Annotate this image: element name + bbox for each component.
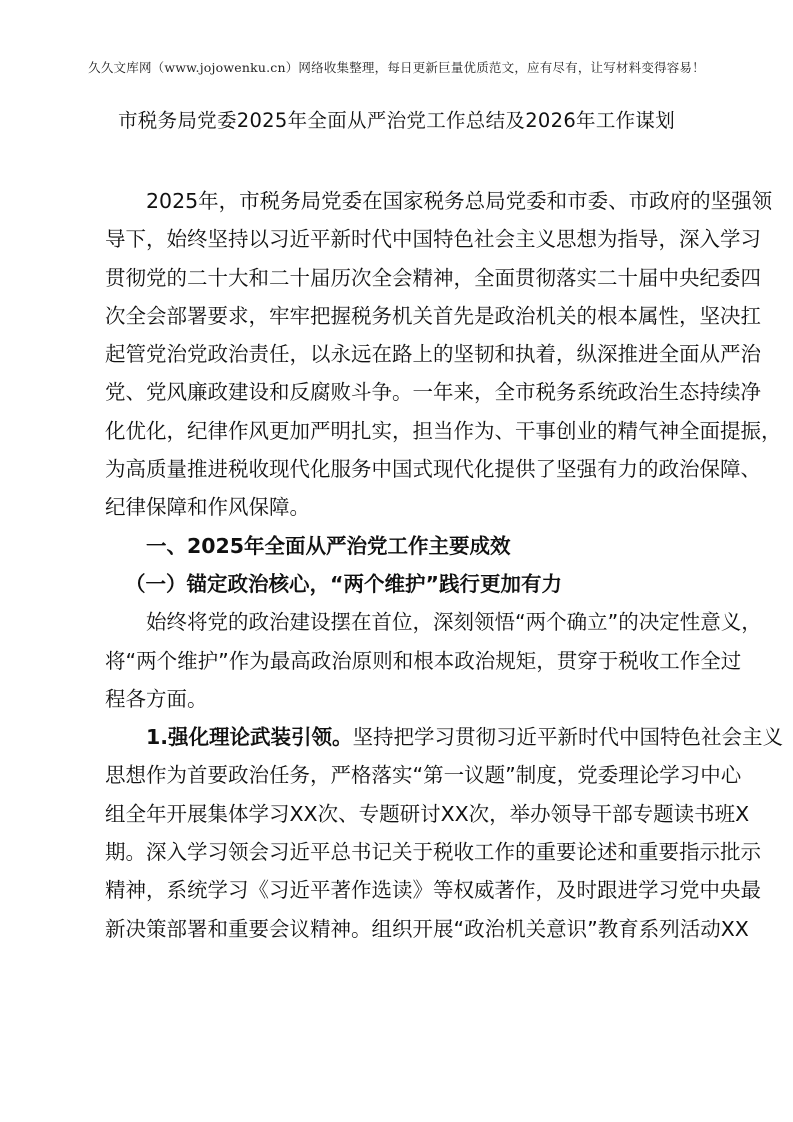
text-line: 党、党风廉政建设和反腐败斗争。一年来，全市税务系统政治生态持续净: [105, 380, 761, 405]
text-line: 2025年，市税务局党委在国家税务总局党委和市委、市政府的坚强领: [146, 189, 773, 213]
item-1-lead: 1.强化理论武装引领。: [146, 725, 353, 750]
text-line: 化优化，纪律作风更加严明扎实，担当作为、干事创业的精气神全面提振，: [105, 418, 782, 443]
intro-paragraph: [105, 186, 782, 531]
section-heading-level-1: 一、2025年全面从严治党工作主要成效: [146, 533, 511, 558]
text-line: 贯彻党的二十大和二十届历次全会精神，全面贯彻落实二十届中央纪委四: [105, 265, 761, 290]
text-line: 为高质量推进税收现代化服务中国式现代化提供了坚强有力的政治保障、: [105, 457, 761, 482]
text-line: [105, 722, 784, 760]
website-header-note: 久久文库网（www.jojowenku.cn）网络收集整理，每日更新巨量优质范文，应有尽有，让写材料变得容易！: [88, 60, 705, 75]
item-1-paragraph: [105, 722, 784, 952]
text-line: 导下，始终坚持以习近平新时代中国特色社会主义思想为指导，深入学习: [105, 227, 761, 252]
text-line: 纪律保障和作风保障。: [105, 495, 310, 520]
text-line: 程各方面。: [105, 686, 208, 711]
text-line: 将“两个维护”作为最高政治原则和根本政治规矩，贯穿于税收工作全过: [105, 648, 742, 673]
item-1-text: 坚持把学习贯彻习近平新时代中国特色社会主义: [352, 725, 784, 750]
document-title: 市税务局党委2025年全面从严治党工作总结及2026年工作谋划: [117, 109, 676, 132]
text-line: 始终将党的政治建设摆在首位，深刻领悟“两个确立”的决定性意义，: [146, 610, 762, 635]
text-line: 新决策部署和重要会议精神。组织开展“政治机关意识”教育系列活动XX: [105, 916, 749, 941]
text-line: 思想作为首要政治任务，严格落实“第一议题”制度，党委理论学习中心: [105, 763, 742, 788]
text-line: 起管党治党政治责任，以永远在路上的坚韧和执着，纵深推进全面从严治: [105, 342, 761, 367]
section-1-paragraph: [105, 607, 762, 722]
text-line: 期。深入学习领会习近平总书记关于税收工作的重要论述和重要指示批示: [105, 840, 761, 865]
section-heading-level-2: （一）锚定政治核心，“两个维护”践行更加有力: [125, 571, 562, 596]
text-line: 次全会部署要求，牢牢把握税务机关首先是政治机关的根本属性，坚决扛: [105, 303, 761, 328]
document-body: [105, 186, 784, 952]
text-line: 精神，系统学习《习近平著作选读》等权威著作，及时跟进学习党中央最: [105, 878, 761, 903]
text-line: 组全年开展集体学习XX次、专题研讨XX次，举办领导干部专题读书班X: [105, 801, 750, 826]
